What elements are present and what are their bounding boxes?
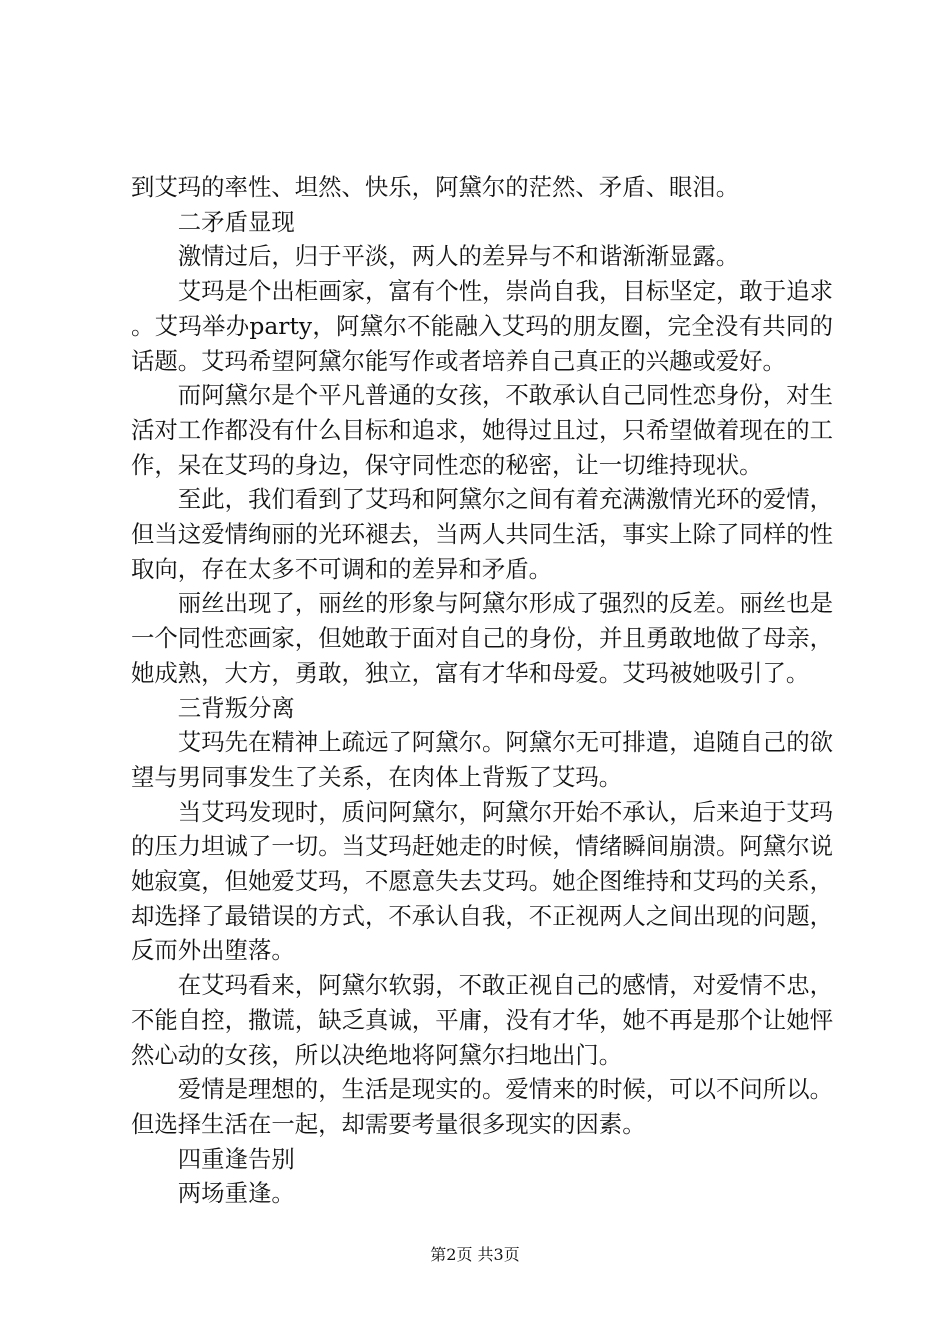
document-body <box>131 170 833 1211</box>
paragraph-9: 艾玛先在精神上疏远了阿黛尔。阿黛尔无可排遣，追随自己的欲望与男同事发生了关系，在肉体上背叛了艾玛。 <box>131 728 833 791</box>
paragraph-11: 在艾玛看来，阿黛尔软弱，不敢正视自己的感情，对爱情不忠，不能自控，撒谎，缺乏真诚，平庸，没有才华，她不再是那个让她怦然心动的女孩，所以决绝地将阿黛尔扫地出门。 <box>131 971 833 1069</box>
section-heading-3: 三背叛分离 <box>177 693 295 722</box>
page-number: 第2页 共3页 <box>430 1245 520 1264</box>
paragraph-6: 至此，我们看到了艾玛和阿黛尔之间有着充满激情光环的爱情，但当这爱情绚丽的光环褪去，当两人共同生活，事实上除了同样的性取向，存在太多不可调和的差异和矛盾。 <box>131 485 833 583</box>
paragraph-10: 当艾玛发现时，质问阿黛尔，阿黛尔开始不承认，后来迫于艾玛的压力坦诚了一切。当艾玛赶她走的时候，情绪瞬间崩溃。阿黛尔说她寂寞，但她爱艾玛，不愿意失去艾玛。她企图维持和艾玛的关系，却选择了最错误的方式，不承认自我，不正视两人之间出现的问题，反而外出堕落。 <box>131 797 833 965</box>
paragraph-5: 而阿黛尔是个平凡普通的女孩，不敢承认自己同性恋身份，对生活对工作都没有什么目标和追求，她得过且过，只希望做着现在的工作，呆在艾玛的身边，保守同性恋的秘密，让一切维持现状。 <box>131 381 833 479</box>
section-heading-4: 四重逢告别 <box>177 1144 295 1173</box>
section-heading-2: 二矛盾显现 <box>177 207 295 236</box>
paragraph-4: 艾玛是个出柜画家，富有个性，崇尚自我，目标坚定，敢于追求。艾玛举办party，阿黛尔不能融入艾玛的朋友圈，完全没有共同的话题。艾玛希望阿黛尔能写作或者培养自己真正的兴趣或爱好。 <box>131 277 833 375</box>
paragraph-1: 到艾玛的率性、坦然、快乐，阿黛尔的茫然、矛盾、眼泪。 <box>131 173 740 201</box>
page-footer <box>0 1244 950 1266</box>
paragraph-3: 激情过后，归于平淡，两人的差异与不和谐渐渐显露。 <box>177 242 740 271</box>
paragraph-12: 爱情是理想的，生活是现实的。爱情来的时候，可以不问所以。但选择生活在一起，却需要考量很多现实的因素。 <box>131 1075 833 1138</box>
paragraph-14: 两场重逢。 <box>177 1179 295 1208</box>
paragraph-7: 丽丝出现了，丽丝的形象与阿黛尔形成了强烈的反差。丽丝也是一个同性恋画家，但她敢于面对自己的身份，并且勇敢地做了母亲，她成熟，大方，勇敢，独立，富有才华和母爱。艾玛被她吸引了。 <box>131 589 833 687</box>
